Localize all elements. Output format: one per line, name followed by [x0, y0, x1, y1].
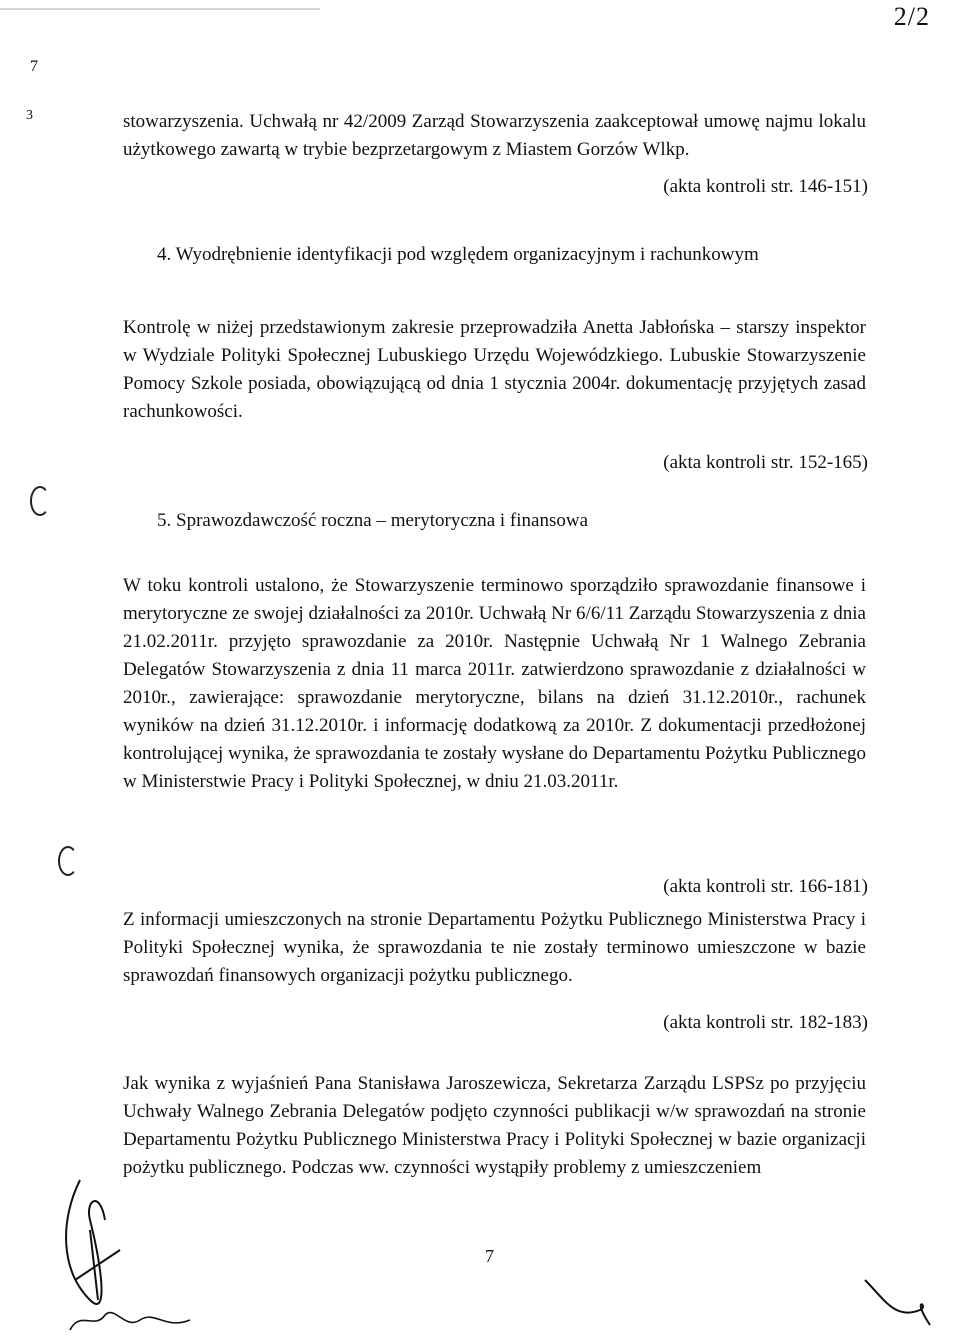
margin-mark-2: 3 [26, 108, 33, 123]
punch-hole-icon [30, 486, 50, 516]
page-number: 7 [485, 1246, 494, 1266]
reference-1: (akta kontroli str. 146-151) [663, 176, 868, 197]
section-heading-4: 4. Wyodrębnienie identyfikacji pod względem organizacyjnym i rachunkowym [157, 244, 759, 265]
paragraph-5: Jak wynika z wyjaśnień Pana Stanisława Jaroszewicza, Sekretarza Zarządu LSPSz po przyjęciu Uchwały Walnego Zebrania Delegatów podjęto czynności publikacji w/w sprawozdań na stronie Departamentu Pożytku Publicznego Ministerstwa Pracy i Polityki Społecznej w bazie organizacji pożytku publicznego. Podczas ww. czynności wystąpiły problemy z umieszczeniem [123, 1073, 866, 1178]
paragraph-1: stowarzyszenia. Uchwałą nr 42/2009 Zarząd Stowarzyszenia zaakceptował umowę najmu lokalu użytkowego zawartą w trybie bezprzetargowym z Miastem Gorzów Wlkp. [123, 111, 866, 160]
paragraph-4: Z informacji umieszczonych na stronie Departamentu Pożytku Publicznego Ministerstwa Pracy i Polityki Społecznej wynika, że sprawozdania te nie zostały terminowo umieszczone w bazie sprawozdań finansowych organizacji pożytku publicznego. [123, 909, 866, 986]
punch-hole-icon [58, 846, 78, 876]
page-mark: 2/2 [893, 2, 930, 31]
signature-mark-icon [860, 1270, 940, 1330]
signature-initials-icon [50, 1160, 210, 1340]
paragraph-2: Kontrolę w niżej przedstawionym zakresie przeprowadziła Anetta Jabłońska – starszy inspektor w Wydziale Polityki Społecznej Lubuskiego Urzędu Wojewódzkiego. Lubuskie Stowarzyszenie Pomocy Szkole posiada, obowiązującą od dnia 1 stycznia 2004r. dokumentację przyjętych zasad rachunkowości. [123, 317, 866, 422]
margin-mark-1: 7 [30, 58, 38, 75]
paragraph-3: W toku kontroli ustalono, że Stowarzyszenie terminowo sporządziło sprawozdanie finansowe i merytoryczne ze swojej działalności za 2010r. Uchwałą Nr 6/6/11 Zarządu Stowarzyszenia z dnia 21.02.2011r. przyjęto sprawozdanie za 2010r. Następnie Uchwałą Nr 1 Walnego Zebrania Delegatów Stowarzyszenia z dnia 11 marca 2011r. zatwierdzono sprawozdanie z działalności w 2010r., zawierające: sprawozdanie merytoryczne, bilans na dzień 31.12.2010r., rachunek wyników na dzień 31.12.2010r. i informację dodatkową za 2010r. Z dokumentacji przedłożonej kontrolującej wynika, że sprawozdania te zostały wysłane do Departamentu Pożytku Publicznego w Ministerstwie Pracy i Polityki Społecznej, w dniu 21.03.2011r. [123, 575, 866, 792]
reference-4: (akta kontroli str. 182-183) [663, 1012, 868, 1033]
section-heading-5: 5. Sprawozdawczość roczna – merytoryczna i finansowa [157, 510, 589, 531]
reference-3: (akta kontroli str. 166-181) [663, 876, 868, 897]
reference-2: (akta kontroli str. 152-165) [663, 452, 868, 473]
scan-edge-line [0, 8, 320, 10]
